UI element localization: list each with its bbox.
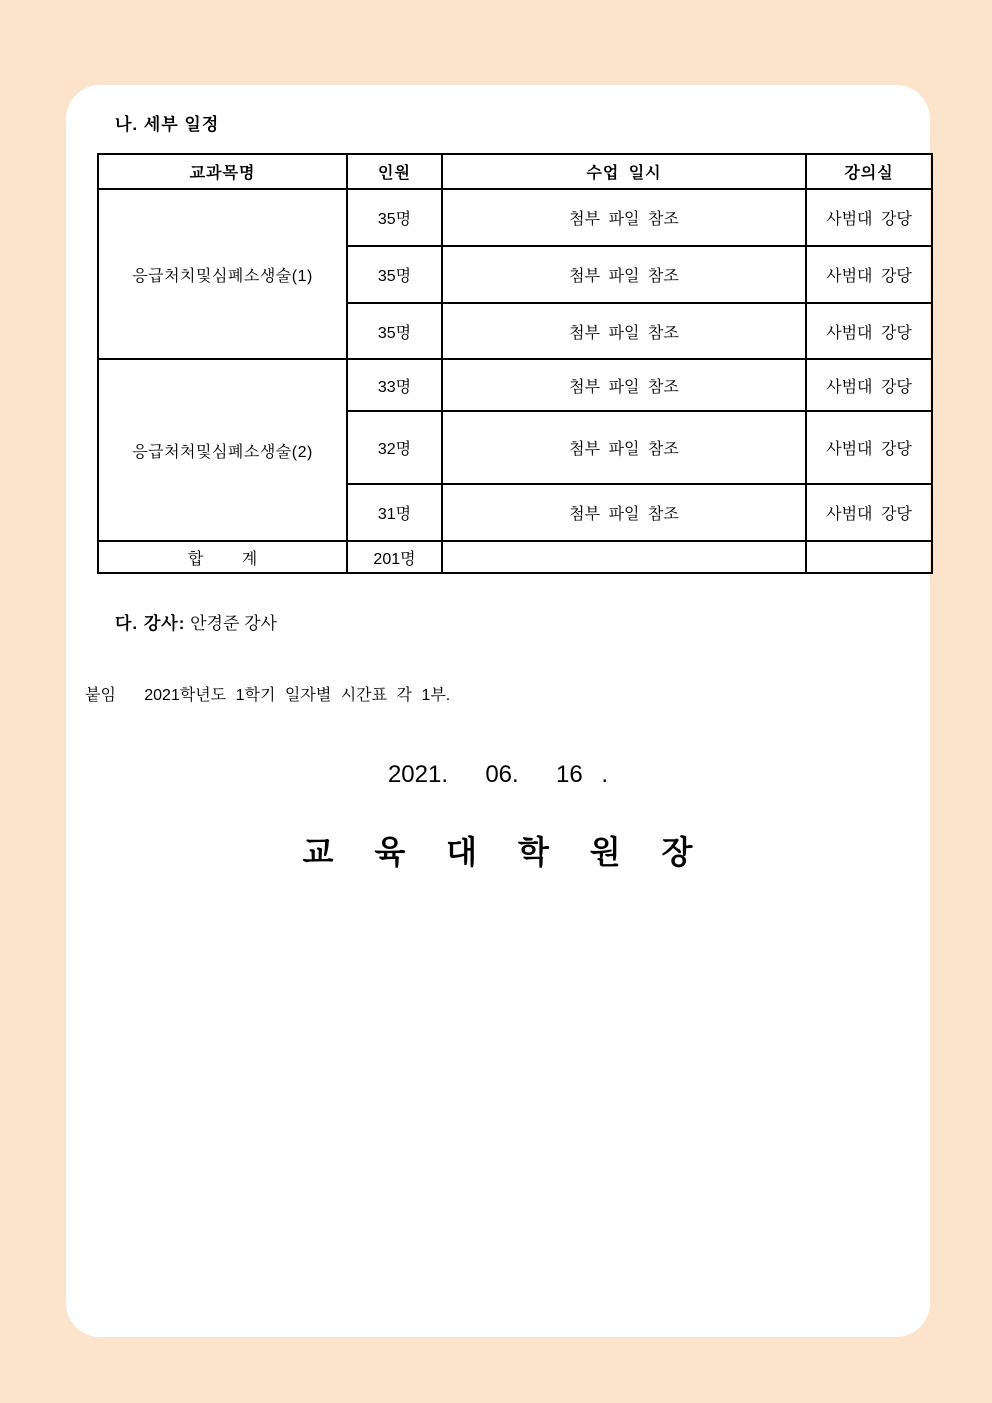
classroom-cell: 사범대 강당 — [806, 189, 932, 246]
table-total-row — [98, 541, 932, 573]
schedule-cell: 첨부 파일 참조 — [442, 411, 806, 484]
classroom-cell: 사범대 강당 — [806, 359, 932, 411]
classroom-cell: 사범대 강당 — [806, 246, 932, 303]
headcount-cell: 35명 — [347, 189, 442, 246]
schedule-cell: 첨부 파일 참조 — [442, 359, 806, 411]
total-label-cell: 합 계 — [98, 541, 347, 573]
document-date: 2021. 06. 16 . — [387, 761, 609, 788]
schedule-cell: 첨부 파일 참조 — [442, 303, 806, 359]
empty-cell — [806, 541, 932, 573]
subject-cell-group1: 응급처치및심폐소생술(1) — [98, 189, 347, 359]
column-header-class-datetime: 수업 일시 — [442, 154, 806, 189]
headcount-cell: 32명 — [347, 411, 442, 484]
headcount-cell: 31명 — [347, 484, 442, 541]
column-header-subject: 교과목명 — [98, 154, 347, 189]
headcount-cell: 35명 — [347, 303, 442, 359]
table-header-row — [98, 154, 932, 189]
headcount-cell: 35명 — [347, 246, 442, 303]
subject-cell-group2: 응급처처및심폐소생술(2) — [98, 359, 347, 541]
schedule-cell: 첨부 파일 참조 — [442, 484, 806, 541]
document-page — [66, 85, 930, 1337]
attachment-line: 붙임 2021학년도 1학기 일자별 시간표 각 1부. — [85, 687, 451, 704]
schedule-table — [97, 153, 933, 574]
section-heading-detail-schedule: 나. 세부 일정 — [115, 115, 220, 134]
instructor-label: 다. 강사: — [115, 614, 186, 633]
table-row — [98, 189, 932, 246]
schedule-cell: 첨부 파일 참조 — [442, 246, 806, 303]
classroom-cell: 사범대 강당 — [806, 484, 932, 541]
classroom-cell: 사범대 강당 — [806, 303, 932, 359]
instructor-name: 안경준 강사 — [190, 614, 277, 633]
schedule-cell: 첨부 파일 참조 — [442, 189, 806, 246]
total-count-cell: 201명 — [347, 541, 442, 573]
empty-cell — [442, 541, 806, 573]
instructor-line — [115, 609, 277, 634]
classroom-cell: 사범대 강당 — [806, 411, 932, 484]
headcount-cell: 33명 — [347, 359, 442, 411]
table-row — [98, 359, 932, 411]
column-header-headcount: 인원 — [347, 154, 442, 189]
column-header-classroom: 강의실 — [806, 154, 932, 189]
signature-dean-of-graduate-school-of-education: 교 육 대 학 원 장 — [302, 834, 694, 870]
